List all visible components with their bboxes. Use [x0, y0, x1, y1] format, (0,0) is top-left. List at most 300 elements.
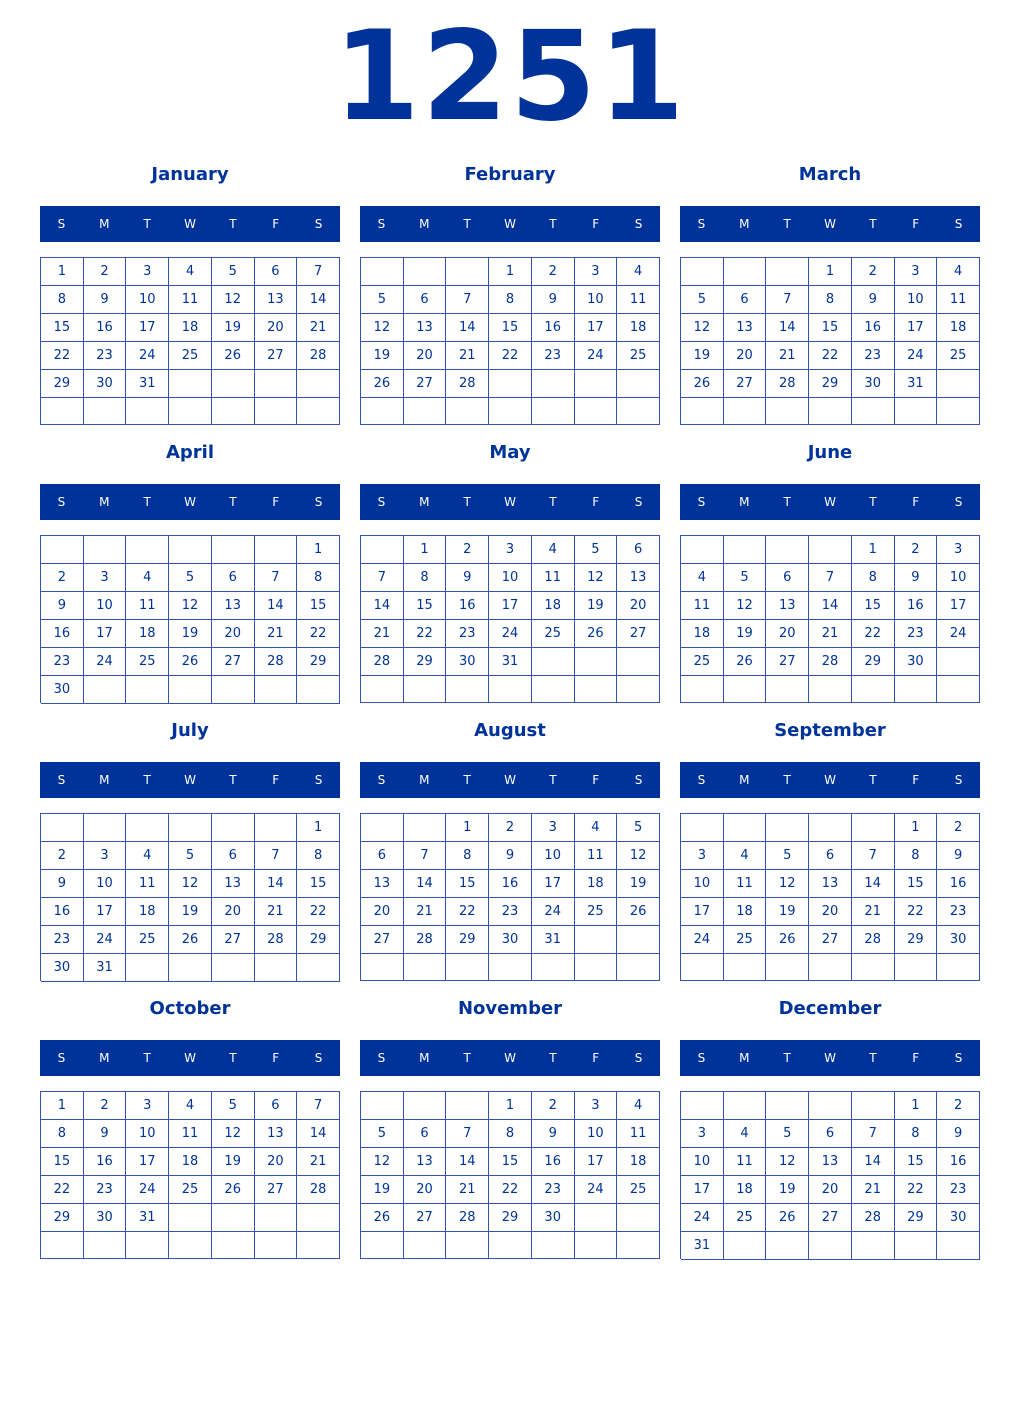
day-cell: 23	[937, 1176, 980, 1204]
weekday-label: M	[419, 1051, 430, 1065]
day-cell: 16	[489, 870, 532, 898]
day-grid	[680, 813, 980, 981]
day-cell: 8	[809, 286, 852, 314]
weekday-label: W	[184, 1051, 196, 1065]
day-cell: 6	[404, 286, 447, 314]
day-cell: 21	[361, 620, 404, 648]
day-cell	[126, 814, 169, 842]
day-cell	[895, 1232, 938, 1260]
day-cell: 17	[681, 1176, 724, 1204]
day-cell	[895, 676, 938, 703]
day-grid	[680, 1091, 980, 1259]
day-cell: 27	[809, 926, 852, 954]
day-cell: 28	[255, 648, 298, 676]
day-cell	[852, 398, 895, 425]
day-cell	[575, 1204, 618, 1232]
day-cell: 4	[169, 258, 212, 286]
day-cell: 30	[852, 370, 895, 398]
day-cell: 12	[724, 592, 767, 620]
day-grid	[680, 535, 980, 703]
day-cell: 1	[41, 1092, 84, 1120]
day-cell	[361, 398, 404, 425]
day-cell: 6	[724, 286, 767, 314]
day-cell	[895, 954, 938, 981]
day-cell	[532, 370, 575, 398]
day-cell: 21	[255, 620, 298, 648]
day-cell: 11	[575, 842, 618, 870]
day-cell	[724, 398, 767, 425]
day-cell: 5	[212, 1092, 255, 1120]
day-cell	[297, 1232, 340, 1259]
day-cell	[446, 258, 489, 286]
day-cell	[724, 1092, 767, 1120]
day-cell	[809, 954, 852, 981]
day-cell: 30	[937, 926, 980, 954]
day-cell: 14	[297, 1120, 340, 1148]
day-cell: 21	[852, 898, 895, 926]
day-cell: 2	[532, 1092, 575, 1120]
day-cell: 7	[361, 564, 404, 592]
day-cell: 28	[255, 926, 298, 954]
weekday-label: F	[592, 495, 600, 509]
day-cell: 27	[766, 648, 809, 676]
weekday-label: S	[377, 495, 386, 509]
day-cell: 23	[84, 342, 127, 370]
day-cell: 2	[41, 842, 84, 870]
weekday-label: T	[229, 1051, 237, 1065]
day-cell: 2	[84, 258, 127, 286]
day-cell	[169, 1232, 212, 1259]
weekday-label: S	[954, 1051, 963, 1065]
day-cell: 2	[895, 536, 938, 564]
day-cell: 7	[852, 842, 895, 870]
day-cell: 25	[126, 648, 169, 676]
day-cell: 31	[84, 954, 127, 982]
day-cell: 30	[84, 370, 127, 398]
day-cell: 14	[255, 592, 298, 620]
day-cell	[84, 536, 127, 564]
day-cell: 21	[446, 342, 489, 370]
day-cell	[617, 648, 660, 676]
day-cell: 13	[766, 592, 809, 620]
day-cell	[446, 676, 489, 703]
day-cell	[255, 954, 298, 982]
day-cell: 5	[681, 286, 724, 314]
day-cell	[937, 398, 980, 425]
day-cell	[126, 954, 169, 982]
day-cell: 4	[169, 1092, 212, 1120]
day-cell: 19	[212, 1148, 255, 1176]
day-cell: 12	[212, 286, 255, 314]
day-cell: 20	[404, 342, 447, 370]
day-cell: 8	[446, 842, 489, 870]
weekday-label: W	[184, 495, 196, 509]
day-cell: 28	[852, 926, 895, 954]
day-cell: 31	[681, 1232, 724, 1260]
day-cell: 18	[532, 592, 575, 620]
day-cell: 26	[169, 926, 212, 954]
day-cell: 11	[617, 286, 660, 314]
day-cell: 26	[212, 1176, 255, 1204]
day-cell: 3	[84, 564, 127, 592]
day-cell	[404, 258, 447, 286]
day-cell: 10	[84, 870, 127, 898]
day-cell: 20	[724, 342, 767, 370]
day-cell: 26	[575, 620, 618, 648]
day-cell	[724, 536, 767, 564]
day-cell: 10	[575, 1120, 618, 1148]
day-cell	[852, 814, 895, 842]
day-cell: 8	[297, 842, 340, 870]
day-cell: 7	[809, 564, 852, 592]
day-cell: 20	[361, 898, 404, 926]
month-name: September	[774, 720, 886, 741]
weekday-label: W	[504, 773, 516, 787]
day-cell: 20	[617, 592, 660, 620]
day-cell	[617, 954, 660, 981]
day-cell	[446, 398, 489, 425]
year-title: 1251	[333, 5, 687, 149]
day-cell: 21	[852, 1176, 895, 1204]
weekday-label: F	[912, 495, 920, 509]
day-cell: 13	[361, 870, 404, 898]
day-cell: 9	[937, 1120, 980, 1148]
day-cell: 1	[404, 536, 447, 564]
day-cell	[852, 1092, 895, 1120]
weekday-label: F	[592, 773, 600, 787]
day-cell	[297, 676, 340, 704]
day-cell: 15	[895, 1148, 938, 1176]
day-cell: 21	[766, 342, 809, 370]
day-cell: 21	[297, 314, 340, 342]
day-cell: 30	[84, 1204, 127, 1232]
weekday-label: W	[184, 217, 196, 231]
day-cell: 24	[895, 342, 938, 370]
day-cell: 4	[617, 1092, 660, 1120]
day-cell	[532, 1232, 575, 1259]
day-cell: 5	[169, 564, 212, 592]
day-cell	[724, 676, 767, 703]
day-cell: 6	[404, 1120, 447, 1148]
day-cell: 10	[489, 564, 532, 592]
weekday-label: W	[824, 495, 836, 509]
weekday-label: S	[634, 773, 643, 787]
day-cell: 14	[766, 314, 809, 342]
day-cell	[809, 1232, 852, 1260]
day-cell: 24	[681, 1204, 724, 1232]
day-cell: 9	[41, 592, 84, 620]
day-cell	[212, 536, 255, 564]
day-cell: 5	[361, 286, 404, 314]
day-cell: 17	[575, 1148, 618, 1176]
day-cell: 20	[212, 898, 255, 926]
day-cell	[937, 676, 980, 703]
day-cell	[126, 398, 169, 425]
day-cell: 22	[809, 342, 852, 370]
day-cell: 13	[809, 870, 852, 898]
day-cell: 17	[532, 870, 575, 898]
day-cell	[681, 954, 724, 981]
day-cell	[212, 954, 255, 982]
day-cell: 24	[575, 342, 618, 370]
day-cell	[404, 1232, 447, 1259]
weekday-header	[360, 1040, 660, 1076]
day-cell: 29	[895, 1204, 938, 1232]
day-cell: 18	[126, 898, 169, 926]
day-cell	[532, 398, 575, 425]
day-grid	[360, 813, 660, 981]
day-cell: 12	[361, 314, 404, 342]
day-cell	[617, 1232, 660, 1259]
weekday-label: T	[783, 1051, 791, 1065]
day-cell: 18	[617, 314, 660, 342]
day-cell: 9	[532, 286, 575, 314]
weekday-header	[360, 484, 660, 520]
day-cell: 9	[937, 842, 980, 870]
day-cell: 15	[297, 870, 340, 898]
day-cell: 25	[681, 648, 724, 676]
day-cell: 28	[404, 926, 447, 954]
weekday-label: T	[869, 1051, 877, 1065]
day-cell: 4	[724, 842, 767, 870]
day-cell	[489, 954, 532, 981]
weekday-label: T	[783, 495, 791, 509]
month-name: August	[474, 720, 546, 741]
day-cell	[404, 814, 447, 842]
day-cell	[169, 398, 212, 425]
day-cell	[766, 1092, 809, 1120]
weekday-label: T	[229, 773, 237, 787]
weekday-label: S	[377, 773, 386, 787]
day-cell: 15	[404, 592, 447, 620]
weekday-label: T	[463, 495, 471, 509]
day-grid	[40, 813, 340, 981]
weekday-label: S	[697, 1051, 706, 1065]
day-cell: 9	[84, 286, 127, 314]
weekday-label: T	[869, 773, 877, 787]
weekday-label: S	[314, 773, 323, 787]
day-cell: 3	[575, 1092, 618, 1120]
day-cell: 20	[766, 620, 809, 648]
day-cell	[681, 398, 724, 425]
day-cell: 28	[766, 370, 809, 398]
weekday-label: F	[592, 217, 600, 231]
day-cell	[766, 258, 809, 286]
day-cell	[361, 814, 404, 842]
day-cell	[809, 814, 852, 842]
weekday-label: M	[99, 217, 110, 231]
day-cell: 24	[84, 926, 127, 954]
day-cell: 22	[489, 342, 532, 370]
day-cell: 1	[489, 258, 532, 286]
weekday-label: M	[99, 1051, 110, 1065]
day-cell: 23	[852, 342, 895, 370]
weekday-label: S	[377, 217, 386, 231]
day-cell	[297, 398, 340, 425]
day-cell: 21	[809, 620, 852, 648]
day-cell: 30	[937, 1204, 980, 1232]
day-cell: 3	[937, 536, 980, 564]
weekday-label: S	[57, 1051, 66, 1065]
day-cell	[724, 1232, 767, 1260]
day-cell: 9	[895, 564, 938, 592]
day-cell: 11	[126, 870, 169, 898]
day-cell: 19	[169, 620, 212, 648]
day-cell: 31	[126, 370, 169, 398]
day-cell	[489, 370, 532, 398]
weekday-label: M	[99, 495, 110, 509]
day-cell	[255, 676, 298, 704]
day-cell: 27	[404, 1204, 447, 1232]
day-cell	[361, 676, 404, 703]
day-cell: 14	[404, 870, 447, 898]
day-cell: 3	[126, 258, 169, 286]
day-cell	[617, 676, 660, 703]
day-cell: 29	[489, 1204, 532, 1232]
day-cell	[766, 398, 809, 425]
day-cell	[255, 1204, 298, 1232]
weekday-label: T	[229, 217, 237, 231]
day-cell: 12	[361, 1148, 404, 1176]
month-name: May	[489, 442, 531, 463]
day-cell: 13	[809, 1148, 852, 1176]
day-cell: 10	[681, 1148, 724, 1176]
day-cell: 25	[617, 342, 660, 370]
day-cell: 29	[852, 648, 895, 676]
day-cell	[724, 954, 767, 981]
day-cell: 23	[895, 620, 938, 648]
day-cell	[361, 1232, 404, 1259]
weekday-label: M	[739, 1051, 750, 1065]
day-cell: 7	[446, 1120, 489, 1148]
day-cell: 26	[766, 926, 809, 954]
day-cell	[84, 814, 127, 842]
day-cell	[361, 954, 404, 981]
day-cell: 10	[126, 286, 169, 314]
weekday-label: T	[783, 217, 791, 231]
day-cell	[255, 370, 298, 398]
day-cell: 4	[724, 1120, 767, 1148]
day-cell: 28	[446, 1204, 489, 1232]
day-cell: 26	[212, 342, 255, 370]
weekday-label: S	[954, 495, 963, 509]
day-cell: 18	[169, 1148, 212, 1176]
day-cell	[84, 1232, 127, 1259]
day-cell: 11	[681, 592, 724, 620]
day-cell: 16	[895, 592, 938, 620]
day-cell: 12	[212, 1120, 255, 1148]
day-cell: 19	[617, 870, 660, 898]
weekday-label: T	[549, 495, 557, 509]
day-cell: 30	[895, 648, 938, 676]
day-cell: 25	[575, 898, 618, 926]
day-cell: 17	[84, 620, 127, 648]
day-cell: 4	[575, 814, 618, 842]
day-cell: 3	[532, 814, 575, 842]
day-cell	[809, 536, 852, 564]
day-cell: 29	[446, 926, 489, 954]
month-name: July	[171, 720, 209, 741]
day-cell: 26	[361, 370, 404, 398]
day-cell: 29	[404, 648, 447, 676]
day-cell: 16	[41, 620, 84, 648]
day-cell	[489, 398, 532, 425]
day-cell: 1	[852, 536, 895, 564]
day-cell: 22	[41, 342, 84, 370]
weekday-label: T	[143, 1051, 151, 1065]
weekday-label: F	[272, 773, 280, 787]
weekday-label: S	[634, 495, 643, 509]
day-cell	[575, 398, 618, 425]
day-cell: 1	[489, 1092, 532, 1120]
day-cell: 20	[255, 1148, 298, 1176]
weekday-label: F	[272, 217, 280, 231]
day-cell: 9	[532, 1120, 575, 1148]
weekday-label: T	[549, 773, 557, 787]
weekday-label: S	[634, 217, 643, 231]
day-cell: 3	[126, 1092, 169, 1120]
day-cell	[809, 1092, 852, 1120]
day-cell: 20	[809, 1176, 852, 1204]
day-cell: 17	[489, 592, 532, 620]
day-cell	[766, 676, 809, 703]
day-cell: 29	[895, 926, 938, 954]
day-cell	[41, 536, 84, 564]
day-cell: 13	[255, 1120, 298, 1148]
day-cell: 18	[617, 1148, 660, 1176]
day-cell: 9	[41, 870, 84, 898]
day-cell	[169, 676, 212, 704]
day-cell	[766, 814, 809, 842]
day-cell: 5	[212, 258, 255, 286]
day-cell: 6	[255, 258, 298, 286]
weekday-label: S	[314, 1051, 323, 1065]
day-cell: 18	[937, 314, 980, 342]
day-cell	[404, 954, 447, 981]
day-cell: 11	[724, 1148, 767, 1176]
day-cell: 7	[446, 286, 489, 314]
day-cell: 11	[617, 1120, 660, 1148]
day-cell: 1	[895, 814, 938, 842]
weekday-label: S	[57, 495, 66, 509]
day-cell	[361, 536, 404, 564]
day-cell: 15	[489, 1148, 532, 1176]
weekday-label: M	[739, 773, 750, 787]
day-cell	[255, 814, 298, 842]
day-cell: 8	[852, 564, 895, 592]
day-cell: 1	[809, 258, 852, 286]
day-cell: 6	[212, 842, 255, 870]
month-name: March	[798, 164, 862, 185]
day-cell	[126, 536, 169, 564]
day-cell: 19	[361, 1176, 404, 1204]
day-cell: 7	[766, 286, 809, 314]
day-cell: 6	[255, 1092, 298, 1120]
day-cell: 25	[724, 1204, 767, 1232]
day-cell: 8	[41, 286, 84, 314]
day-cell	[575, 926, 618, 954]
day-cell	[41, 398, 84, 425]
day-cell: 4	[126, 564, 169, 592]
day-cell: 16	[84, 1148, 127, 1176]
day-cell: 26	[361, 1204, 404, 1232]
day-cell: 8	[404, 564, 447, 592]
day-cell	[361, 258, 404, 286]
day-cell	[41, 1232, 84, 1259]
day-cell: 2	[852, 258, 895, 286]
day-cell: 24	[126, 342, 169, 370]
day-cell: 30	[446, 648, 489, 676]
